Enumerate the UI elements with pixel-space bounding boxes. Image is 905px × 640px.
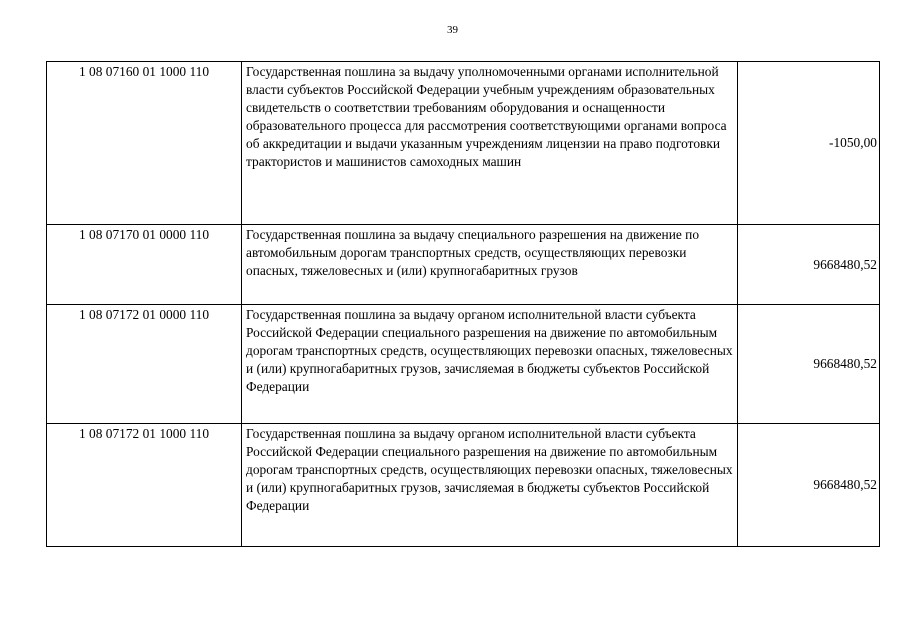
amount-cell: 9668480,52 xyxy=(738,225,880,305)
revenue-description-cell: Государственная пошлина за выдачу специального разрешения на движение по автомобильным дорогам транспортных средств, осуществляющих перевозки опасных, тяжеловесных и (или) крупногабаритных грузов xyxy=(242,225,738,305)
classification-code-cell: 1 08 07172 01 1000 110 xyxy=(47,424,242,547)
amount-cell: 9668480,52 xyxy=(738,305,880,424)
amount-cell: 9668480,52 xyxy=(738,424,880,547)
classification-code-cell: 1 08 07160 01 1000 110 xyxy=(47,62,242,225)
classification-code-cell: 1 08 07172 01 0000 110 xyxy=(47,305,242,424)
revenue-description-cell: Государственная пошлина за выдачу органом исполнительной власти субъекта Российской Федерации специального разрешения на движение по автомобильным дорогам транспортных средств, осуществляющих перевозки опасных, тяжеловесных и (или) крупногабаритных грузов, зачисляемая в бюджеты субъектов Российской Федерации xyxy=(242,305,738,424)
table-row xyxy=(47,62,880,225)
table-row xyxy=(47,305,880,424)
table-row xyxy=(47,424,880,547)
table-row xyxy=(47,225,880,305)
revenue-description-cell: Государственная пошлина за выдачу уполномоченными органами исполнительной власти субъектов Российской Федерации учебным учреждениям образовательных свидетельств о соответствии требованиям оборудования и оснащенности образовательного процесса для рассмотрения соответствующими органами вопроса об аккредитации и выдачи указанным учреждениям лицензии на право подготовки трактористов и машинистов самоходных машин xyxy=(242,62,738,225)
amount-cell: -1050,00 xyxy=(738,62,880,225)
revenue-description-cell: Государственная пошлина за выдачу органом исполнительной власти субъекта Российской Федерации специального разрешения на движение по автомобильным дорогам транспортных средств, осуществляющих перевозки опасных, тяжеловесных и (или) крупногабаритных грузов, зачисляемая в бюджеты субъектов Российской Федерации xyxy=(242,424,738,547)
budget-revenue-table xyxy=(46,61,880,547)
page-number: 39 xyxy=(447,24,458,36)
classification-code-cell: 1 08 07170 01 0000 110 xyxy=(47,225,242,305)
